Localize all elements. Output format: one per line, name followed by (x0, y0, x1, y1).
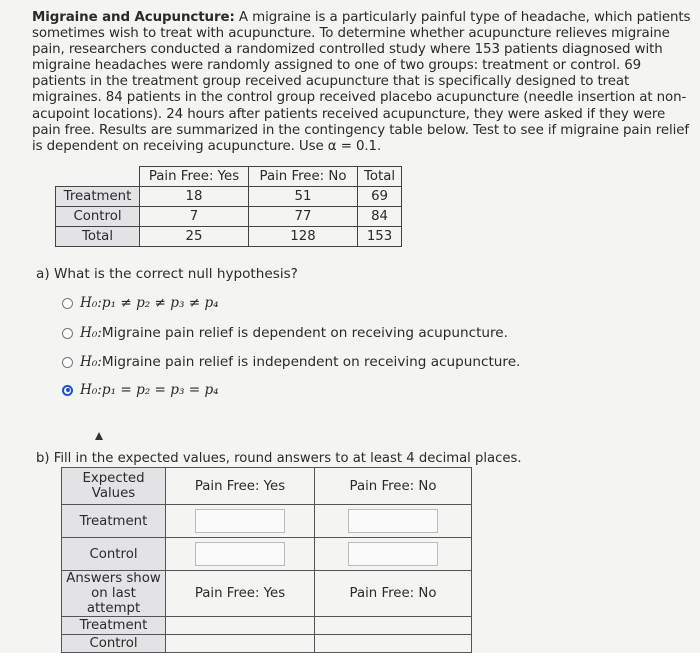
option-h0: H₀: (80, 295, 102, 311)
radio-button[interactable] (62, 298, 73, 309)
col-header-total: Total (358, 167, 402, 187)
table-row (62, 538, 472, 571)
option-h0: H₀: (80, 382, 102, 398)
table-cell: 7 (140, 207, 249, 227)
expected-control-yes-input[interactable] (195, 542, 285, 566)
expected-corner: Expected Values (62, 468, 166, 505)
table-cell: 128 (249, 227, 358, 247)
part-a-question: a) What is the correct null hypothesis? (36, 266, 298, 282)
table-cell (315, 635, 472, 653)
table-cell: 84 (358, 207, 402, 227)
option-text: Migraine pain relief is independent on receiving acupuncture. (101, 354, 521, 370)
part-b-question: b) Fill in the expected values, round answers to at least 4 decimal places. (36, 451, 522, 466)
option-text: p₁ = p₂ = p₃ = p₄ (101, 382, 219, 398)
table-row (56, 187, 402, 207)
table-row (56, 227, 402, 247)
option-h0: H₀: (80, 354, 102, 370)
last-attempt-corner: Answers show on last attempt (62, 571, 166, 617)
col-header-yes: Pain Free: Yes (140, 167, 249, 187)
col-header-yes: Pain Free: Yes (166, 571, 315, 617)
col-header-yes: Pain Free: Yes (166, 468, 315, 505)
expected-control-no-input[interactable] (348, 542, 438, 566)
expected-values-table (61, 467, 472, 653)
row-header: Treatment (56, 187, 140, 207)
row-header: Treatment (62, 505, 166, 538)
col-header-no: Pain Free: No (315, 571, 472, 617)
table-cell: 51 (249, 187, 358, 207)
radio-button-selected[interactable] (62, 385, 73, 396)
option-2[interactable] (62, 325, 508, 341)
problem-title: Migraine and Acupuncture: (32, 10, 235, 25)
table-cell: 77 (249, 207, 358, 227)
table-cell (315, 617, 472, 635)
radio-button[interactable] (62, 328, 73, 339)
table-cell (166, 617, 315, 635)
radio-button[interactable] (62, 357, 73, 368)
expected-treatment-yes-input[interactable] (195, 509, 285, 533)
table-cell (166, 635, 315, 653)
expected-treatment-no-input[interactable] (348, 509, 438, 533)
option-text: Migraine pain relief is dependent on receiving acupuncture. (101, 325, 508, 341)
table-row (56, 207, 402, 227)
table-cell: 153 (358, 227, 402, 247)
table-cell: 69 (358, 187, 402, 207)
option-h0: H₀: (80, 325, 102, 341)
col-header-no: Pain Free: No (249, 167, 358, 187)
problem-statement (32, 10, 694, 155)
table-row (62, 635, 472, 653)
contingency-table (55, 166, 402, 247)
problem-body: A migraine is a particularly painful type of headache, which patients sometimes wish to treat with acupuncture. To determine whether acupuncture relieves migraine pain, researchers conducted a randomized controlled study where 153 patients diagnosed with migraine headaches were randomly assigned to one of two groups: treatment or control. 69 patients in the treatment group received acupuncture that is specifically designed to treat migraines. 84 patients in the control group received placebo acupuncture (needle insertion at non-acupoint locations). 24 hours after patients received acupuncture, they were asked if they were pain free. Results are summarized in the contingency table below. Test to see if migraine pain relief is dependent on receiving acupuncture. Use α = 0.1. (32, 10, 691, 154)
table-row (62, 505, 472, 538)
option-4[interactable] (62, 382, 219, 398)
option-1[interactable] (62, 295, 219, 311)
table-cell: 18 (140, 187, 249, 207)
col-header-no: Pain Free: No (315, 468, 472, 505)
option-3[interactable] (62, 354, 520, 370)
table-row (62, 617, 472, 635)
row-header: Treatment (62, 617, 166, 635)
row-header: Total (56, 227, 140, 247)
row-header: Control (62, 635, 166, 653)
table-cell: 25 (140, 227, 249, 247)
mouse-cursor-icon (95, 432, 103, 440)
option-text: p₁ ≠ p₂ ≠ p₃ ≠ p₄ (101, 295, 219, 311)
row-header: Control (62, 538, 166, 571)
row-header: Control (56, 207, 140, 227)
